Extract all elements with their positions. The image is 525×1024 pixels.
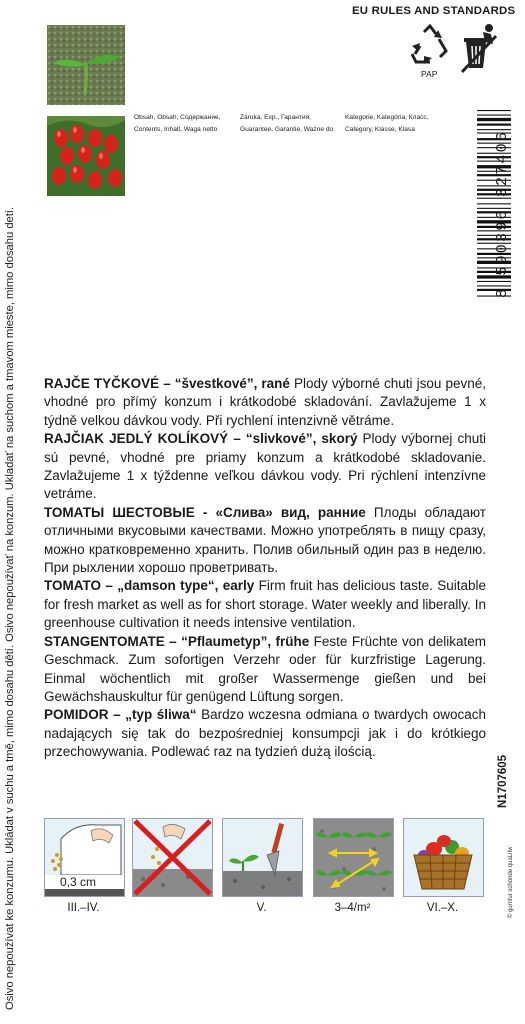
text-russian: Плоды обладают отличными вкусовыми качествами. Можно употреблять в пищу сразу, можно кратковременно хранить. Полив обильный один раз в неделю. При рыхлении хорошо проветривать.	[44, 504, 486, 576]
harvest-basket-icon	[403, 818, 484, 897]
title-czech: RAJČE TYČKOVÉ – “švestkové”, rané	[44, 376, 290, 391]
description-czech	[44, 375, 486, 430]
text-english: Firm fruit has delicious taste. Suitable for fresh market as well as for short storage. Water weekly and liberally. In greenhouse cultivation it needs intensive ventilation.	[44, 578, 486, 631]
text-slovak: Plody výbornej chuti sú pevné, vhodné pre priamy konzum a krátkodobé skladovanie. Zavlažujeme 1 x týždenne veľkou dávkou vody. Pri rýchlení intenzívne vetráme.	[44, 431, 486, 502]
category-line-2: Category, Klasse, Klasa	[345, 126, 415, 133]
pap-label: PAP	[421, 69, 438, 79]
transplanting-icon	[222, 818, 303, 897]
recycling-icon	[408, 24, 452, 66]
description-polish	[44, 706, 486, 761]
description-russian	[44, 504, 486, 578]
seedling-photo	[47, 25, 125, 105]
category-line-1: Kategorie, Kategória, Класс,	[345, 114, 429, 121]
trash-bin-icon	[461, 22, 497, 74]
spacing-label: 3–4/m²	[334, 902, 371, 914]
description-english	[44, 577, 486, 632]
sowing-period-label: III.–IV.	[67, 902, 100, 914]
barcode-digits: 8 590396 327406	[494, 129, 511, 298]
copyright-notice: © gumfur schonde quaLitw	[508, 846, 514, 918]
description-german	[44, 633, 486, 707]
variety-descriptions	[44, 375, 486, 762]
contents-line-2: Contents, Inhalt, Waga netto	[134, 126, 218, 133]
lot-code: N1707605	[497, 754, 509, 808]
sowing-depth-icon	[44, 818, 125, 897]
guarantee-line-2: Guarantee, Garantie, Ważne do	[240, 126, 334, 133]
transplanting-period-label: V.	[256, 902, 267, 914]
title-english: TOMATO – „damson type“, early	[44, 578, 255, 594]
description-slovak	[44, 430, 486, 504]
eu-rules-heading: EU RULES AND STANDARDS	[352, 5, 516, 17]
title-russian: ТОМАТЫ ШЕСТОВЫЕ - «Слива» вид, ранние	[44, 504, 366, 520]
text-german: Feste Früchte von delikatem Geschmack. Zum sofortigen Verzehr oder für kurzfristige Lagerung. Einmal wöchentlich mit großer Wassermenge gießen und bei Gewächshauskultur für genügend Lüftung sorgen.	[44, 633, 486, 704]
guarantee-info	[240, 112, 333, 136]
title-slovak: RAJČIAK JEDLÝ KOLÍKOVÝ – “slivkové”, skorý	[44, 431, 358, 447]
harvest-period-label: VI.–X.	[426, 902, 459, 914]
title-german: STANGENTOMATE – “Pflaumetyp”, frühe	[44, 633, 310, 649]
storage-warning-text: Osivo nepoužívat ke konzumu. Ukládat v suchu a tmě, mimo dosahu dětí. Osivo nepoužívať na konzum. Ukladať na suchom a tmavom mieste, mimo dosahu detí.	[4, 206, 16, 1010]
guarantee-line-1: Záruka, Exp., Гарантия,	[240, 114, 311, 121]
no-direct-sowing-icon	[132, 818, 213, 897]
spacing-icon	[313, 818, 394, 897]
category-info	[345, 112, 429, 136]
text-czech: Plody výborné chuti jsou pevné, vhodné pro přímý konzum i krátkodobé skladování. Zavlažujeme 1 x týdně velkou dávkou vody. Při rychlení intenzivně větráme.	[44, 376, 486, 428]
plum-tomato-photo	[47, 116, 125, 196]
contents-line-1: Obsah, Obsah, Содержание,	[134, 114, 221, 121]
contents-info	[134, 112, 221, 136]
title-polish: POMIDOR – „typ śliwa“	[44, 707, 197, 723]
sowing-depth-value: 0,3 cm	[60, 875, 97, 889]
text-polish: Bardzo wczesna odmiana o twardych owocach nadających się tak do bezpośredniej konsumpcji jak i do krótkiego przechowywania. Podlewać raz na tydzień dużą ilością.	[44, 707, 487, 760]
